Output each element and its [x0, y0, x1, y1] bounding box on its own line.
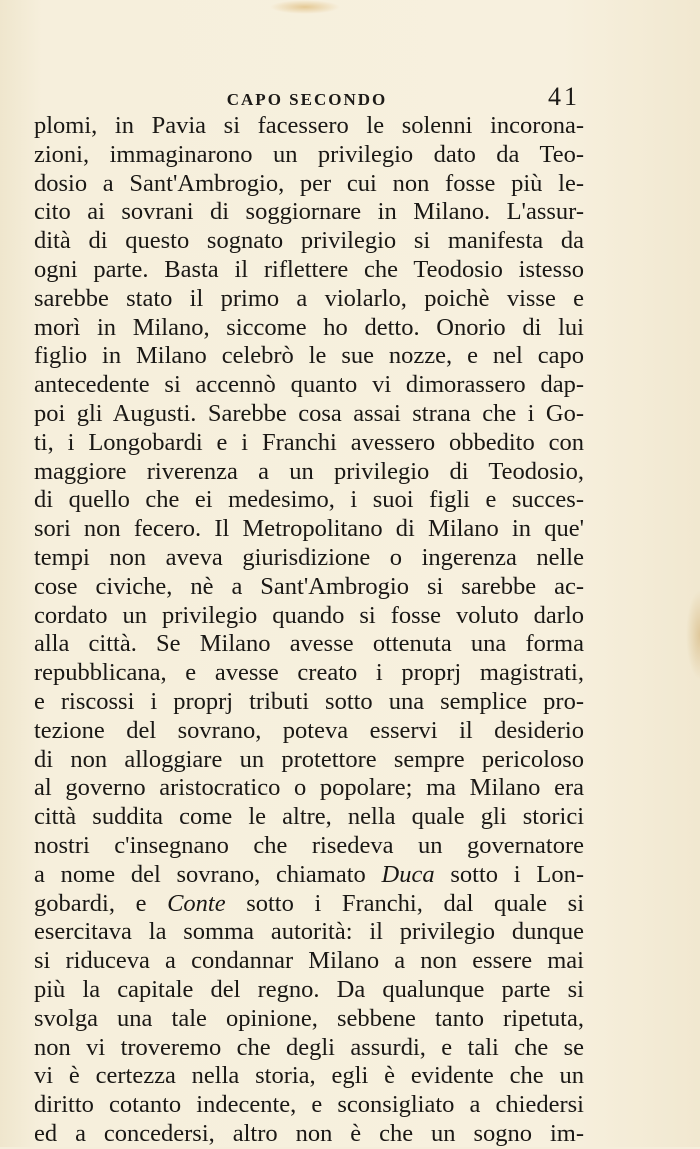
text-line: repubblicana, e avesse creato i proprj magistrati, [34, 659, 584, 687]
text-run: sotto i Franchi, dal quale si [225, 889, 584, 917]
text-line: vi è certezza nella storia, egli è evidente che un [34, 1062, 584, 1090]
text-line: plomi, in Pavia si facessero le solenni incorona- [34, 112, 584, 139]
text-run: sotto i Lon- [434, 860, 584, 888]
text-line: nostri c'insegnano che risedeva un governatore [34, 831, 584, 859]
text-line: sarebbe stato il primo a violarlo, poichè visse e [34, 284, 584, 312]
text-line: di non alloggiare un protettore sempre pericoloso [34, 745, 584, 773]
text-line: figlio in Milano celebrò le sue nozze, e nel capo [34, 342, 584, 370]
text-line: dosio a Sant'Ambrogio, per cui non fosse più le- [34, 169, 584, 197]
text-line: cito ai sovrani di soggiornare in Milano. L'assur- [34, 198, 584, 226]
text-line: zioni, immaginarono un privilegio dato da Teo- [34, 140, 584, 168]
text-line: cordato un privilegio quando si fosse voluto darlo [34, 601, 584, 629]
text-line: si riduceva a condannar Milano a non essere mai [34, 947, 584, 975]
italic-term: Duca [381, 860, 435, 888]
text-line: ed a concedersi, altro non è che un sogno im- [34, 1119, 584, 1147]
text-line: tezione del sovrano, poteva esservi il desiderio [34, 716, 584, 744]
text-line: al governo aristocratico o popolare; ma Milano era [34, 774, 584, 802]
text-line: dità di questo sognato privilegio si manifesta da [34, 227, 584, 255]
text-line: maggiore riverenza a un privilegio di Teodosio, [34, 457, 584, 485]
paper-stain [270, 0, 340, 14]
text-line: morì in Milano, siccome ho detto. Onorio di lui [34, 313, 584, 341]
text-run: a nome del sovrano, chiamato [34, 860, 382, 888]
text-line: di quello che ei medesimo, i suoi figli e succes- [34, 486, 584, 514]
text-line: ogni parte. Basta il riflettere che Teodosio istesso [34, 255, 584, 283]
text-line: alla città. Se Milano avesse ottenuta una forma [34, 630, 584, 658]
paper-stain [686, 590, 700, 680]
running-head [34, 82, 580, 114]
text-line: non vi troveremo che degli assurdi, e tali che se [34, 1033, 584, 1061]
italic-term: Conte [167, 889, 226, 917]
text-line: sori non fecero. Il Metropolitano di Milano in que' [34, 515, 584, 543]
text-line: cose civiche, nè a Sant'Ambrogio si sarebbe ac- [34, 572, 584, 600]
text-line: tempi non aveva giurisdizione o ingerenza nelle [34, 543, 584, 571]
text-line: diritto cotanto indecente, e sconsigliato a chiedersi [34, 1091, 584, 1119]
text-line: poi gli Augusti. Sarebbe cosa assai strana che i Go- [34, 399, 584, 427]
page-number: 41 [548, 82, 580, 111]
text-line: più la capitale del regno. Da qualunque parte si [34, 975, 584, 1003]
text-line [34, 861, 584, 890]
text-line: esercitava la somma autorità: il privilegio dunque [34, 918, 584, 946]
text-line: svolga una tale opinione, sebbene tanto ripetuta, [34, 1004, 584, 1032]
text-line: ti, i Longobardi e i Franchi avessero obbedito con [34, 428, 584, 456]
running-title: CAPO SECONDO [226, 90, 388, 109]
text-line [34, 890, 584, 919]
text-line: città suddita come le altre, nella quale gli storici [34, 803, 584, 831]
text-line: antecedente si accennò quanto vi dimorassero dap- [34, 371, 584, 399]
body-text [34, 112, 584, 1149]
text-line: e riscossi i proprj tributi sotto una semplice pro- [34, 687, 584, 715]
text-run: gobardi, e [34, 889, 168, 917]
